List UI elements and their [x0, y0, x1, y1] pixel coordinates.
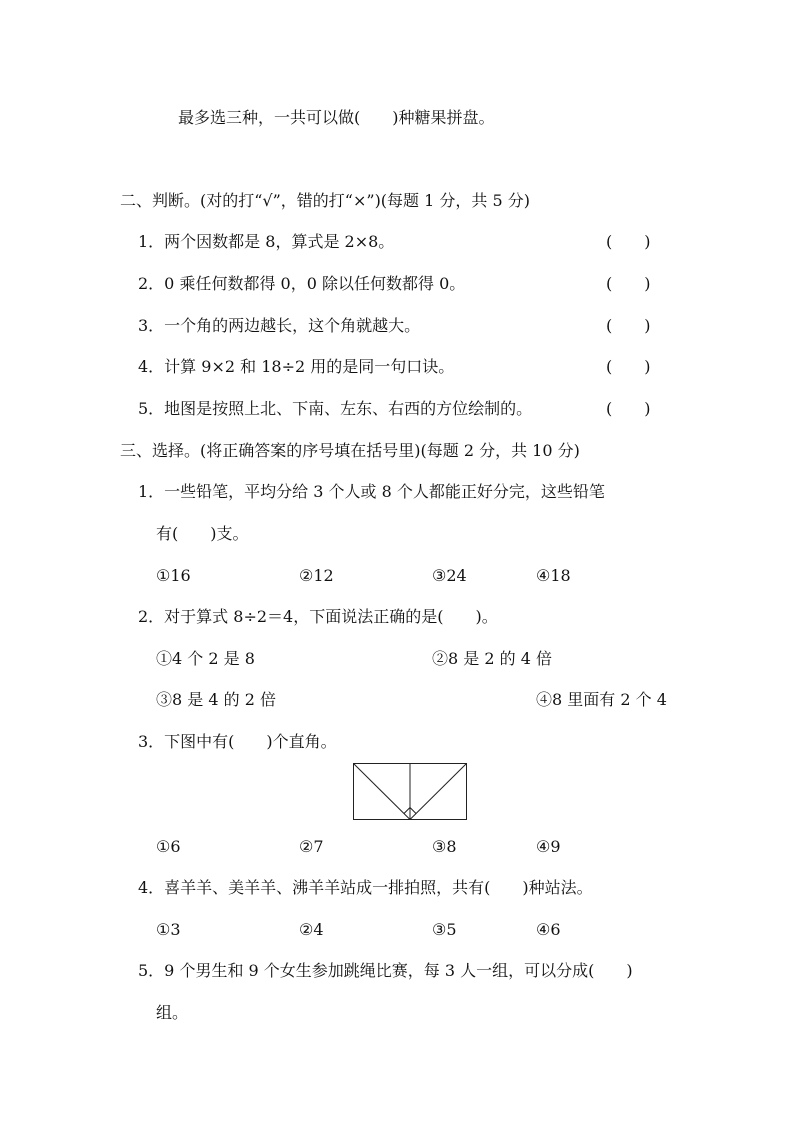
- q4-option-a[interactable]: ①3: [156, 920, 181, 939]
- judge-item-5: 5．地图是按照上北、下南、左东、右西的方位绘制的。: [138, 399, 533, 418]
- choice-q5-line2: 组。: [156, 1003, 189, 1022]
- choice-q4-line1: 4．喜羊羊、美羊羊、沸羊羊站成一排拍照，共有( )种站法。: [138, 878, 593, 897]
- choice-q3-line1: 3．下图中有( )个直角。: [138, 732, 337, 751]
- choice-q2-line1: 2．对于算式 8÷2＝4，下面说法正确的是( )。: [138, 607, 498, 626]
- section3-heading: 三、选择。(将正确答案的序号填在括号里)(每题 2 分，共 10 分): [120, 441, 580, 460]
- q4-option-c[interactable]: ③5: [432, 920, 457, 939]
- top-line: 最多选三种，一共可以做( )种糖果拼盘。: [178, 108, 495, 127]
- judge-item-3: 3．一个角的两边越长，这个角就越大。: [138, 316, 421, 335]
- q3-option-a[interactable]: ①6: [156, 837, 181, 856]
- figure-right-diagonal: [410, 764, 467, 820]
- q3-option-d[interactable]: ④9: [536, 837, 561, 856]
- figure-left-diagonal: [354, 764, 411, 820]
- judge-item-1: 1．两个因数都是 8，算式是 2×8。: [138, 232, 395, 251]
- judge-answer-3[interactable]: ( ): [606, 316, 651, 335]
- q3-option-b[interactable]: ②7: [299, 837, 324, 856]
- q2-option-a[interactable]: ①4 个 2 是 8: [156, 649, 255, 668]
- q2-option-c[interactable]: ③8 是 4 的 2 倍: [156, 690, 276, 709]
- q1-option-a[interactable]: ①16: [156, 566, 191, 585]
- choice-q1-line2: 有( )支。: [156, 524, 249, 543]
- q4-option-d[interactable]: ④6: [536, 920, 561, 939]
- judge-answer-4[interactable]: ( ): [606, 357, 651, 376]
- q1-option-c[interactable]: ③24: [432, 566, 467, 585]
- q4-option-b[interactable]: ②4: [299, 920, 324, 939]
- q3-option-c[interactable]: ③8: [432, 837, 457, 856]
- q2-option-b[interactable]: ②8 是 2 的 4 倍: [432, 649, 552, 668]
- q1-option-d[interactable]: ④18: [536, 566, 571, 585]
- q2-option-d[interactable]: ④8 里面有 2 个 4: [536, 690, 667, 709]
- choice-q5-line1: 5．9 个男生和 9 个女生参加跳绳比赛，每 3 人一组，可以分成( ): [138, 961, 633, 980]
- q1-option-b[interactable]: ②12: [299, 566, 334, 585]
- section2-heading: 二、判断。(对的打“√”，错的打“×”)(每题 1 分，共 5 分): [120, 191, 530, 210]
- judge-item-4: 4．计算 9×2 和 18÷2 用的是同一句口诀。: [138, 357, 455, 376]
- choice-q1-line1: 1．一些铅笔，平均分给 3 个人或 8 个人都能正好分完，这些铅笔: [138, 482, 605, 501]
- right-angle-figure: [353, 763, 467, 821]
- judge-answer-5[interactable]: ( ): [606, 399, 651, 418]
- judge-item-2: 2．0 乘任何数都得 0，0 除以任何数都得 0。: [138, 274, 466, 293]
- judge-answer-1[interactable]: ( ): [606, 232, 651, 251]
- judge-answer-2[interactable]: ( ): [606, 274, 651, 293]
